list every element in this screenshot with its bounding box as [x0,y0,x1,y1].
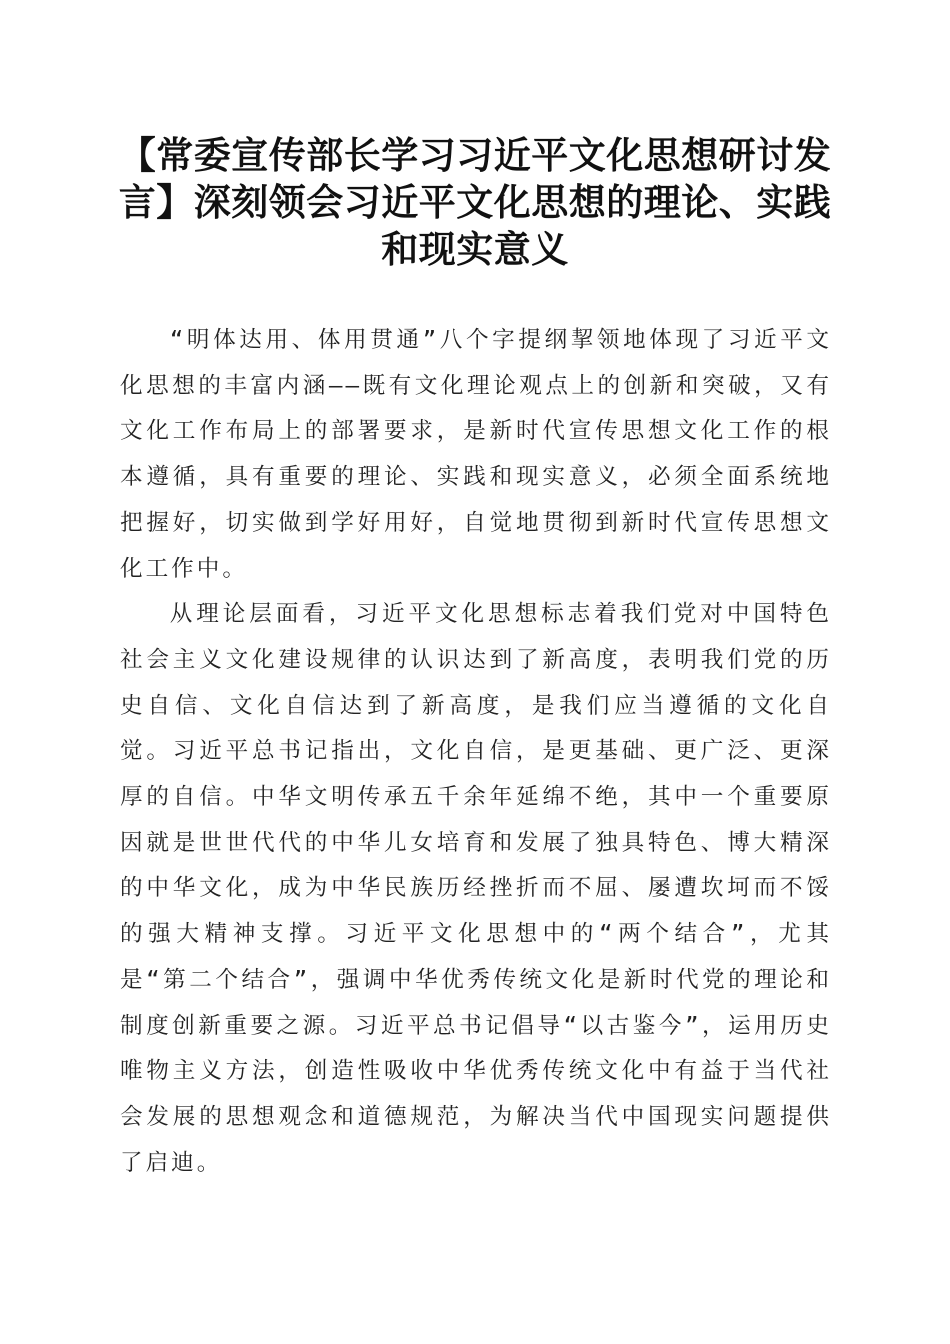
document-title: 【常委宣传部长学习习近平文化思想研讨发言】深刻领会习近平文化思想的理论、实践和现实意义 [118,133,832,271]
paragraph-1: “明体达用、体用贯通”八个字提纲挈领地体现了习近平文化思想的丰富内涵——既有文化理论观点上的创新和突破，又有文化工作布局上的部署要求，是新时代宣传思想文化工作的根本遵循，具有重要的理论、实践和现实意义，必须全面系统地把握好，切实做到学好用好，自觉地贯彻到新时代宣传思想文化工作中。 [120,327,832,582]
paragraph-2: 从理论层面看，习近平文化思想标志着我们党对中国特色社会主义文化建设规律的认识达到了新高度，表明我们党的历史自信、文化自信达到了新高度，是我们应当遵循的文化自觉。习近平总书记指出，文化自信，是更基础、更广泛、更深厚的自信。中华文明传承五千余年延绵不绝，其中一个重要原因就是世世代代的中华儿女培育和发展了独具特色、博大精深的中华文化，成为中华民族历经挫折而不屈、屡遭坎坷而不馁的强大精神支撑。习近平文化思想中的“两个结合”，尤其是“第二个结合”，强调中华优秀传统文化是新时代党的理论和制度创新重要之源。习近平总书记倡导“以古鉴今”，运用历史唯物主义方法，创造性吸收中华优秀传统文化中有益于当代社会发展的思想观念和道德规范，为解决当代中国现实问题提供了启迪。 [120,601,832,1176]
document-body [120,318,832,1186]
